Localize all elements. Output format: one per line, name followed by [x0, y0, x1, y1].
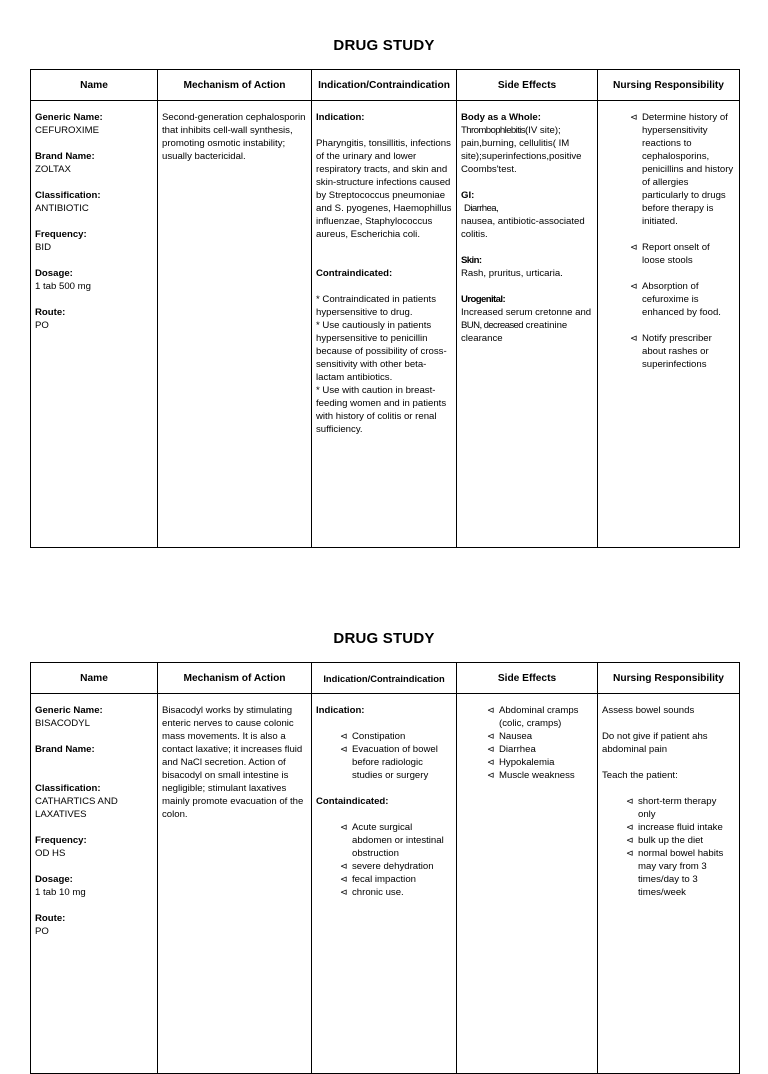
- arrowhead-bullet-icon: ⊲: [626, 822, 634, 832]
- indication-label: Indication:: [316, 705, 365, 716]
- arrowhead-bullet-icon: ⊲: [340, 822, 348, 832]
- arrowhead-bullet-icon: ⊲: [487, 770, 495, 780]
- column-header: Name: [31, 663, 158, 694]
- list-item: ⊲ Muscle weakness: [487, 770, 575, 781]
- dosage-label: Dosage:: [35, 268, 73, 279]
- arrowhead-bullet-icon: ⊲: [487, 757, 495, 767]
- urogenital-text: Increased serum cretonne and BUN, decreased creatinine clearance: [461, 307, 592, 344]
- arrowhead-bullet-icon: ⊲: [626, 848, 634, 858]
- column-header: Mechanism of Action: [158, 663, 312, 694]
- classification: CATHARTICS AND LAXATIVES: [35, 796, 118, 820]
- contraindication-item: * Use with caution in breast-feeding women and in patients with history of colitis or renal sufficiency.: [316, 385, 447, 435]
- contraindication-item: * Use cautiously in patients hypersensitive to penicillin because of possibility of cross-sensitivity with other beta-lactam antibiotics.: [316, 320, 447, 383]
- nursing-cell: [598, 694, 740, 1074]
- arrowhead-bullet-icon: ⊲: [630, 333, 638, 343]
- indication-list: [316, 730, 452, 782]
- list-item: ⊲ severe dehydration: [340, 861, 434, 872]
- nursing-cell: [598, 101, 740, 548]
- frequency: OD HS: [35, 848, 66, 859]
- list-item: ⊲ Absorption of cefuroxime is enhanced by food.: [630, 281, 721, 318]
- indication-label: Indication:: [316, 112, 365, 123]
- page-title: DRUG STUDY: [333, 37, 435, 54]
- nursing-text: Assess bowel sounds: [602, 705, 695, 716]
- mechanism-text: Second-generation cephalosporin that inhibits cell-wall synthesis, promoting osmotic instability; usually bactericidal.: [162, 112, 306, 162]
- list-item: ⊲ fecal impaction: [340, 874, 416, 885]
- frequency: BID: [35, 242, 51, 253]
- indication-cell: [312, 694, 457, 1074]
- list-item: ⊲ normal bowel habits may vary from 3 times/day to 3 times/week: [626, 848, 724, 898]
- dosage-label: Dosage:: [35, 874, 73, 885]
- arrowhead-bullet-icon: ⊲: [487, 731, 495, 741]
- arrowhead-bullet-icon: ⊲: [626, 796, 634, 806]
- contraindication-label: Contraindicated:: [316, 268, 393, 279]
- route: PO: [35, 926, 49, 937]
- name-cell: [31, 694, 158, 1074]
- arrowhead-bullet-icon: ⊲: [340, 887, 348, 897]
- route-label: Route:: [35, 913, 66, 924]
- header-row: [31, 70, 740, 101]
- list-item: ⊲ Abdominal cramps (colic, cramps): [487, 705, 579, 729]
- route-label: Route:: [35, 307, 66, 318]
- indication-text: Pharyngitis, tonsillitis, infections of the urinary and lower respiratory tracts, and skin and skin-structure infections caused by Streptococcus pneumoniae and S. pyogenes, Haemophillus influenzae, Staphylococcus aureus, Escherichia coli.: [316, 138, 452, 240]
- list-item: ⊲ Report onselt of loose stools: [630, 242, 710, 266]
- side-effects-list: [485, 704, 593, 782]
- classification-label: Classification:: [35, 783, 101, 794]
- gi-text: Diarrhea, nausea, antibiotic-associated colitis.: [461, 203, 585, 240]
- list-item: ⊲ bulk up the diet: [626, 835, 704, 846]
- nursing-list: [628, 111, 735, 371]
- page-title: DRUG STUDY: [333, 630, 435, 647]
- arrowhead-bullet-icon: ⊲: [340, 731, 348, 741]
- brand-name: ZOLTAX: [35, 164, 71, 175]
- drug-study-table: [30, 662, 740, 1074]
- column-header: Side Effects: [457, 70, 598, 101]
- column-header: Nursing Responsibility: [598, 70, 740, 101]
- nursing-list: [602, 795, 735, 899]
- arrowhead-bullet-icon: ⊲: [487, 744, 495, 754]
- column-header: Name: [31, 70, 158, 101]
- list-item: ⊲ chronic use.: [340, 887, 404, 898]
- side-effects-cell: [457, 101, 598, 548]
- gi-label: GI:: [461, 190, 475, 201]
- column-header: Indication/Contraindication: [312, 663, 457, 694]
- mechanism-cell: [158, 694, 312, 1074]
- mechanism-text: Bisacodyl works by stimulating enteric nerves to cause colonic mass movements. It is also a contact laxative; it increases fluid and NaCl secretion. Action of bisacodyl on small intestine is negligible; stimulant laxatives mainly promote evacuation of the colon.: [162, 705, 304, 820]
- generic-name: CEFUROXIME: [35, 125, 99, 136]
- column-header: Indication/Contraindication: [312, 70, 457, 101]
- drug-study-table: [30, 69, 740, 548]
- contraindication-label: Containdicated:: [316, 796, 389, 807]
- list-item: ⊲ short-term therapy only: [626, 796, 717, 820]
- name-cell: [31, 101, 158, 548]
- classification-label: Classification:: [35, 190, 101, 201]
- frequency-label: Frequency:: [35, 835, 87, 846]
- list-item: ⊲ Diarrhea: [487, 744, 536, 755]
- route: PO: [35, 320, 49, 331]
- contraindication-item: * Contraindicated in patients hypersensitive to drug.: [316, 294, 436, 318]
- skin-text: Rash, pruritus, urticaria.: [461, 268, 563, 279]
- column-header: Side Effects: [457, 663, 598, 694]
- contraindication-list: [316, 821, 452, 899]
- list-item: ⊲ Nausea: [487, 731, 533, 742]
- column-header: Mechanism of Action: [158, 70, 312, 101]
- body-whole-label: Body as a Whole:: [461, 112, 541, 123]
- urogenital-label: Urogenital:: [461, 294, 506, 305]
- header-row: [31, 663, 740, 694]
- column-header: Nursing Responsibility: [598, 663, 740, 694]
- dosage: 1 tab 10 mg: [35, 887, 86, 898]
- brand-name-label: Brand Name:: [35, 151, 95, 162]
- body-whole-text: Thrombophlebitis(IV site); pain,burning, cellulitis( IM site);superinfections,positive Coombs'test.: [461, 125, 582, 175]
- dosage: 1 tab 500 mg: [35, 281, 92, 292]
- arrowhead-bullet-icon: ⊲: [630, 281, 638, 291]
- list-item: ⊲ Determine history of hypersensitivity reactions to cephalosporins, penicillins and history of allergies particularly to drugs before therapy is initiated.: [630, 112, 734, 227]
- arrowhead-bullet-icon: ⊲: [626, 835, 634, 845]
- arrowhead-bullet-icon: ⊲: [487, 705, 495, 715]
- arrowhead-bullet-icon: ⊲: [340, 861, 348, 871]
- table-row: [31, 694, 740, 1074]
- list-item: ⊲ Notify prescriber about rashes or superinfections: [630, 333, 712, 370]
- arrowhead-bullet-icon: ⊲: [630, 242, 638, 252]
- arrowhead-bullet-icon: ⊲: [340, 744, 348, 754]
- frequency-label: Frequency:: [35, 229, 87, 240]
- nursing-text: Do not give if patient ahs abdominal pain: [602, 731, 708, 755]
- list-item: ⊲ increase fluid intake: [626, 822, 723, 833]
- generic-name: BISACODYL: [35, 718, 90, 729]
- classification: ANTIBIOTIC: [35, 203, 89, 214]
- list-item: ⊲ Acute surgical abdomen or intestinal obstruction: [340, 822, 444, 859]
- arrowhead-bullet-icon: ⊲: [340, 874, 348, 884]
- skin-label: Skin:: [461, 255, 482, 266]
- arrowhead-bullet-icon: ⊲: [630, 112, 638, 122]
- list-item: ⊲ Evacuation of bowel before radiologic studies or surgery: [340, 744, 438, 781]
- mechanism-cell: [158, 101, 312, 548]
- list-item: ⊲ Constipation: [340, 731, 406, 742]
- generic-name-label: Generic Name:: [35, 705, 103, 716]
- table-row: [31, 101, 740, 548]
- brand-name-label: Brand Name:: [35, 744, 95, 755]
- list-item: ⊲ Hypokalemia: [487, 757, 555, 768]
- side-effects-cell: [457, 694, 598, 1074]
- generic-name-label: Generic Name:: [35, 112, 103, 123]
- nursing-text: Teach the patient:: [602, 770, 678, 781]
- indication-cell: [312, 101, 457, 548]
